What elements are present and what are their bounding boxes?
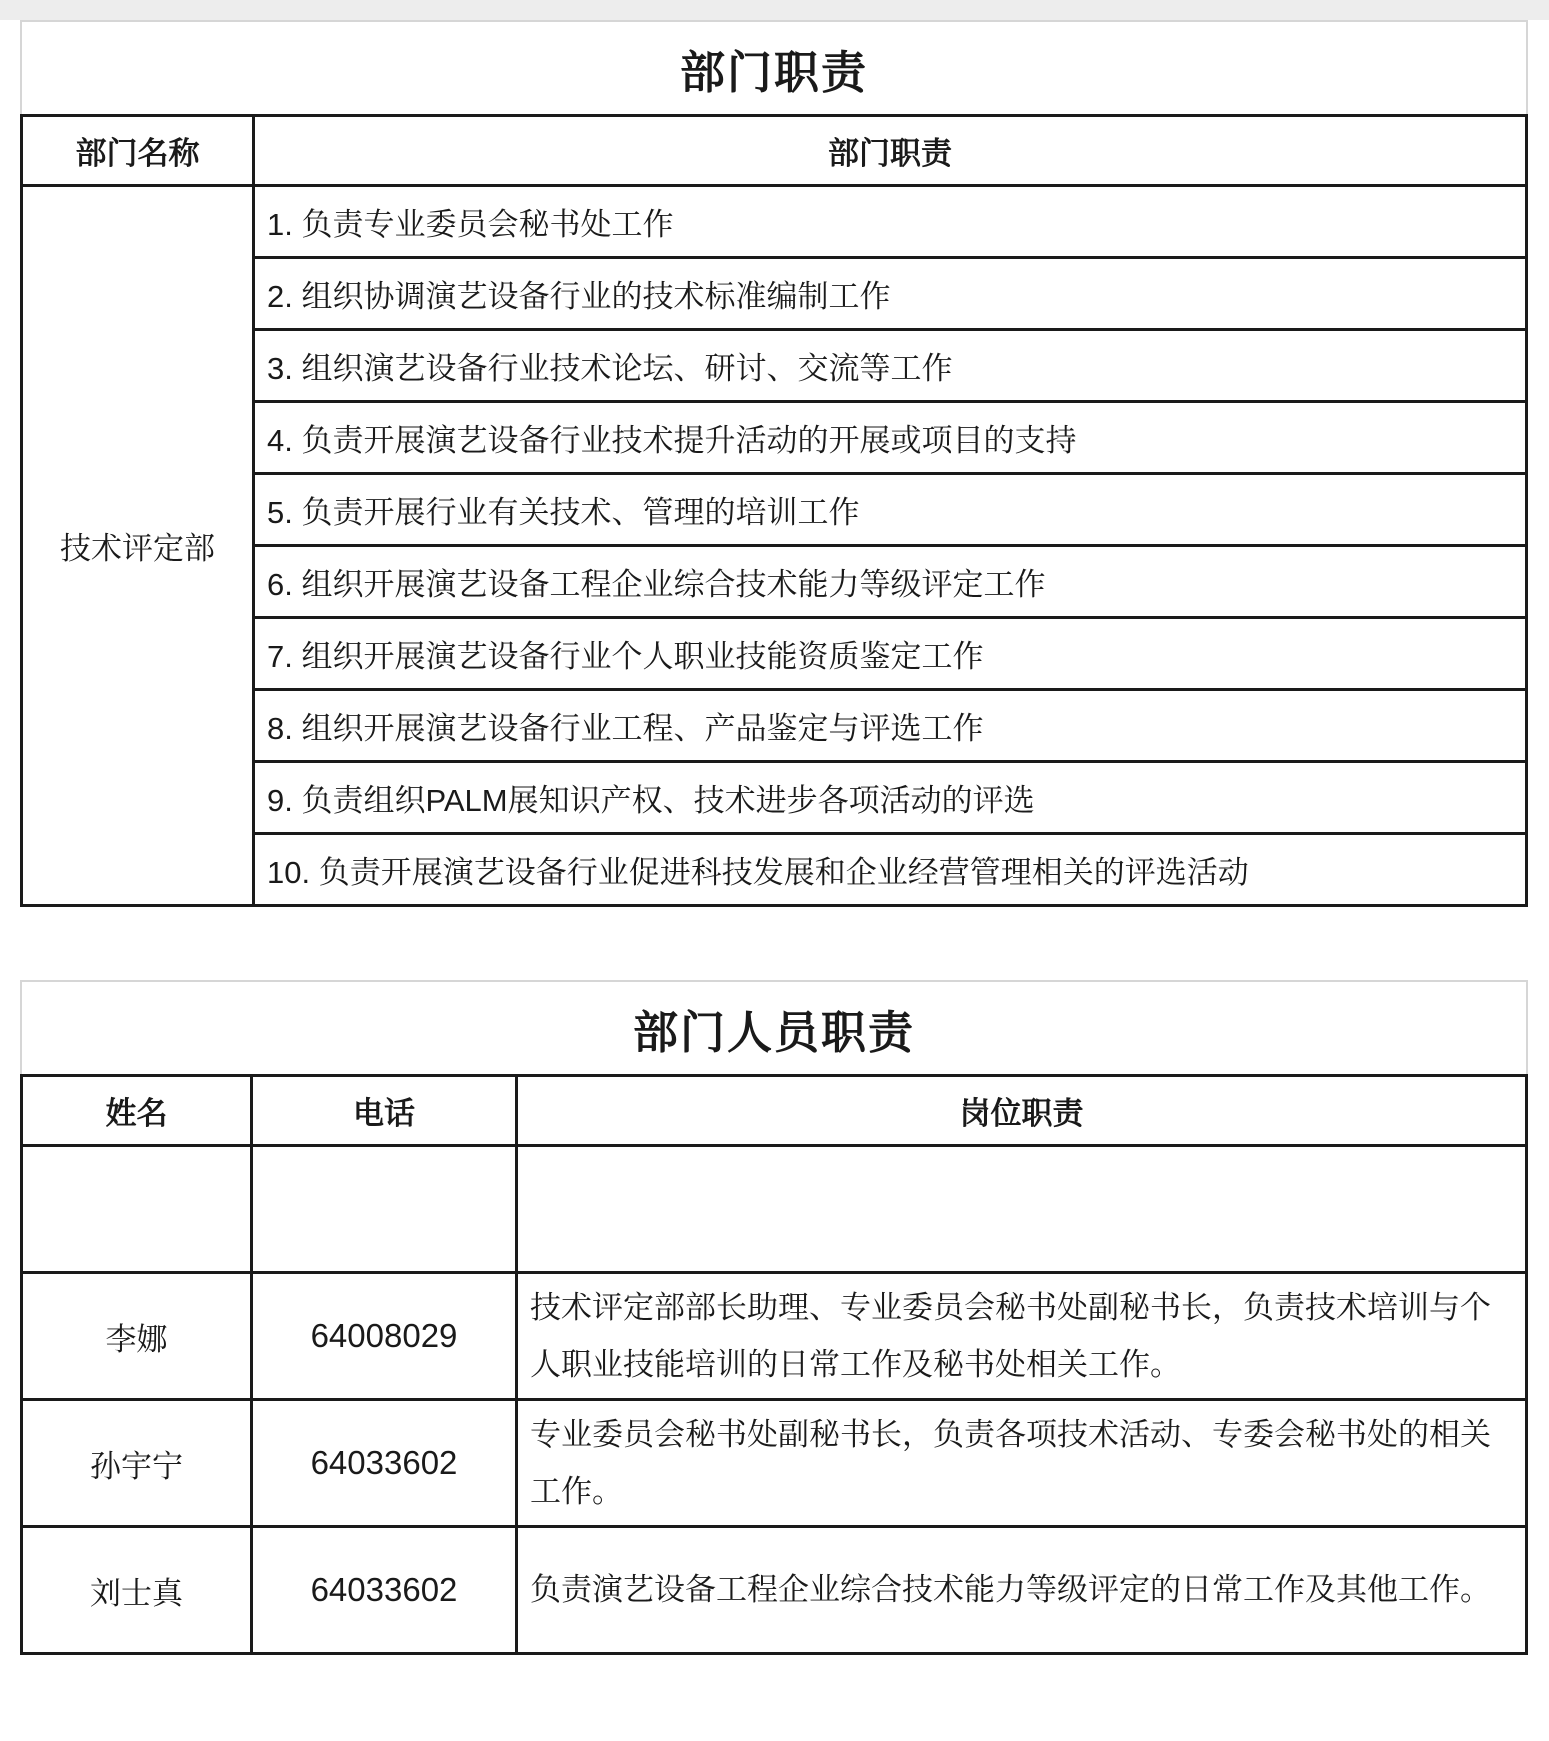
duty-cell: 专业委员会秘书处副秘书长，负责各项技术活动、专委会秘书处的相关工作。 [517,1400,1527,1527]
table-header-row [22,1076,1527,1146]
personnel-duties-table [20,1074,1528,1655]
duty-cell: 技术评定部部长助理、专业委员会秘书处副秘书长，负责技术培训与个人职业技能培训的日常工作及秘书处相关工作。 [517,1273,1527,1400]
section1-title [20,20,1528,114]
duty-cell: 负责演艺设备工程企业综合技术能力等级评定的日常工作及其他工作。 [517,1527,1527,1654]
header-name: 姓名 [22,1076,252,1146]
top-strip [0,0,1549,20]
phone-cell: 64033602 [252,1400,517,1527]
section-department-duties [20,20,1528,907]
table-row [22,186,1527,258]
section1-title-text: 部门职责 [679,46,868,98]
name-cell-empty [22,1146,252,1273]
phone-cell: 64008029 [252,1273,517,1400]
duty-cell-1: 1. 负责专业委员会秘书处工作 [254,186,1527,258]
name-cell: 李娜 [22,1273,252,1400]
table-header-row [22,116,1527,186]
duty-cell-empty [517,1146,1527,1273]
phone-cell-empty [252,1146,517,1273]
duty-cell-9: 9. 负责组织PALM展知识产权、技术进步各项活动的评选 [254,762,1527,834]
table-row-empty [22,1146,1527,1273]
department-duties-table [20,114,1528,907]
duty-cell-8: 8. 组织开展演艺设备行业工程、产品鉴定与评选工作 [254,690,1527,762]
duty-cell-2: 2. 组织协调演艺设备行业的技术标准编制工作 [254,258,1527,330]
duty-cell-3: 3. 组织演艺设备行业技术论坛、研讨、交流等工作 [254,330,1527,402]
name-cell: 孙宇宁 [22,1400,252,1527]
table-row-liushizhen [22,1527,1527,1654]
duty-cell-10: 10. 负责开展演艺设备行业促进科技发展和企业经营管理相关的评选活动 [254,834,1527,906]
section2-title-text: 部门人员职责 [632,1006,915,1058]
duty-cell-6: 6. 组织开展演艺设备工程企业综合技术能力等级评定工作 [254,546,1527,618]
duty-cell-5: 5. 负责开展行业有关技术、管理的培训工作 [254,474,1527,546]
header-phone: 电话 [252,1076,517,1146]
section2-title [20,980,1528,1074]
phone-cell: 64033602 [252,1527,517,1654]
table-row-lina [22,1273,1527,1400]
duty-cell-7: 7. 组织开展演艺设备行业个人职业技能资质鉴定工作 [254,618,1527,690]
header-department-name: 部门名称 [22,116,254,186]
table-row-sunyuning [22,1400,1527,1527]
duty-cell-4: 4. 负责开展演艺设备行业技术提升活动的开展或项目的支持 [254,402,1527,474]
header-department-duty: 部门职责 [254,116,1527,186]
section-personnel-duties [20,980,1528,1655]
section-gap [20,907,1528,980]
page-content [20,20,1528,1655]
department-name-cell: 技术评定部 [22,186,254,906]
header-position-duty: 岗位职责 [517,1076,1527,1146]
name-cell: 刘士真 [22,1527,252,1654]
